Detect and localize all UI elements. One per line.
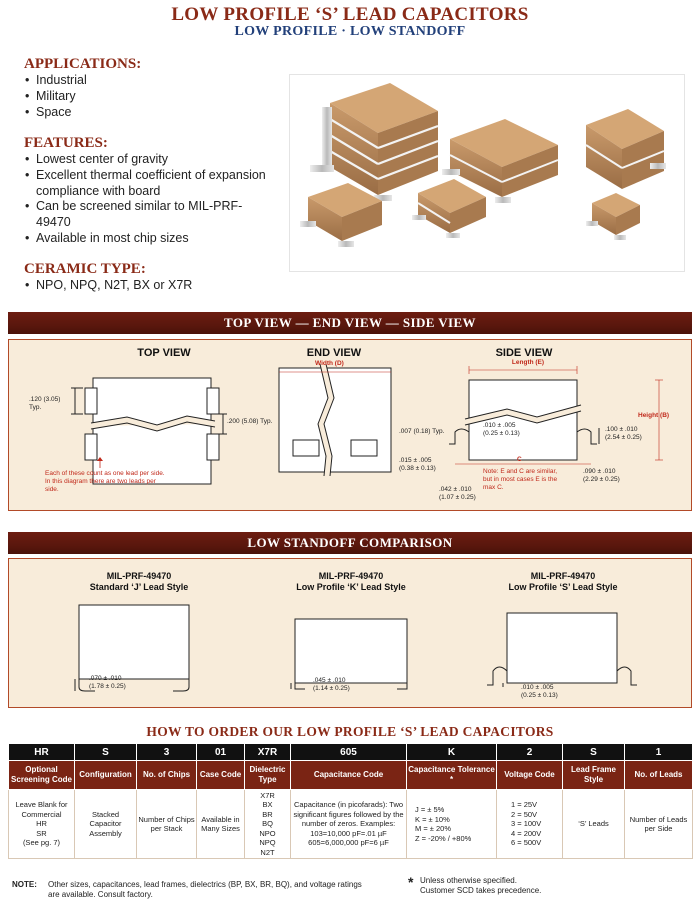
ordering-heading: HOW TO ORDER OUR LOW PROFILE ‘S’ LEAD CAPACITORS <box>146 724 554 739</box>
title-cell: Capacitance Tolerance * <box>407 761 497 790</box>
title-cell: Lead Frame Style <box>563 761 625 790</box>
top-view-drawing <box>71 378 227 484</box>
k-lead-title-2: Low Profile ‘K’ Lead Style <box>296 582 406 592</box>
desc-cell: 1 = 25V 2 = 50V 3 = 100V 4 = 200V 6 = 500V <box>497 790 563 859</box>
list-item: • NPO, NPQ, N2T, BX or X7R <box>24 278 274 294</box>
title-cell: No. of Leads <box>625 761 693 790</box>
k-lead-dim: .045 ± .010 <box>313 677 346 684</box>
dim-007-label: .007 (0.18) Typ. <box>399 428 445 435</box>
end-view-drawing <box>279 364 391 476</box>
j-lead-title-1: MIL-PRF-49470 <box>106 571 172 581</box>
capacitor-photo <box>289 74 685 272</box>
code-cell: 2 <box>497 744 563 761</box>
list-item: • Space <box>24 105 274 121</box>
code-cell: HR <box>9 744 75 761</box>
j-lead-dim: .070 ± .010 <box>89 675 122 682</box>
desc-cell: ‘S’ Leads <box>563 790 625 859</box>
length-label: Length (E) <box>511 359 545 366</box>
dim-100-mm-label: (2.54 ± 0.25) <box>605 434 642 441</box>
desc-cell: Leave Blank for Commercial HR SR (See pg. 7) <box>9 790 75 859</box>
code-cell: 01 <box>197 744 245 761</box>
title-cell: Dielectric Type <box>245 761 291 790</box>
dim-042-mm-label: (1.07 ± 0.25) <box>439 494 476 501</box>
ceramic-heading: CERAMIC TYPE: <box>24 261 146 277</box>
height-label: Height (B) <box>638 412 670 419</box>
note-text: Other sizes, capacitances, lead frames, dielectrics (BP, BX, BR, BQ), and voltage ratings are available. Consult factory. <box>48 880 362 899</box>
views-panel <box>8 339 692 511</box>
capacitor-single-small-middle <box>412 179 486 238</box>
dim-015-mm-label: (0.38 ± 0.13) <box>399 465 436 472</box>
capacitor-stack-right <box>586 109 666 189</box>
c-label: C <box>517 456 522 463</box>
features-heading: FEATURES: <box>24 135 108 151</box>
list-item: • Available in most chip sizes <box>24 231 269 247</box>
k-lead-title-1: MIL-PRF-49470 <box>318 571 384 581</box>
list-item: • Industrial <box>24 73 274 89</box>
ordering-code-row <box>9 744 693 761</box>
desc-cell: Number of Leads per Side <box>625 790 693 859</box>
side-view-label: SIDE VIEW <box>495 347 553 359</box>
footnote-line-1: Unless otherwise specified. <box>420 876 517 885</box>
code-cell: 1 <box>625 744 693 761</box>
ceramic-list <box>24 278 274 294</box>
k-lead-dim-mm: (1.14 ± 0.25) <box>313 685 350 692</box>
desc-cell: Capacitance (in picofarads): Two significant figures followed by the number of zeros. Examples: 103=10,000 pF=.01 µF 605=6,000,000 pF=6 µF <box>291 790 407 859</box>
comparison-panel <box>8 558 692 708</box>
capacitor-single-small-left <box>300 183 382 247</box>
capacitor-illustration <box>290 75 684 271</box>
applications-list <box>24 73 274 120</box>
title-cell: No. of Chips <box>137 761 197 790</box>
top-view-label: TOP VIEW <box>137 347 191 359</box>
comparison-section-bar: LOW STANDOFF COMPARISON <box>8 532 692 554</box>
title-cell: Configuration <box>75 761 137 790</box>
desc-cell: Available in Many Sizes <box>197 790 245 859</box>
j-lead-title-2: Standard ‘J’ Lead Style <box>89 582 189 592</box>
code-cell: 605 <box>291 744 407 761</box>
capacitor-single-small-right <box>586 193 640 240</box>
desc-cell: Stacked Capacitor Assembly <box>75 790 137 859</box>
side-view-note: Note: E and C are similar, but in most cases E is the max C. <box>483 468 558 491</box>
code-cell: 3 <box>137 744 197 761</box>
code-cell: S <box>563 744 625 761</box>
title-cell: Capacitance Code <box>291 761 407 790</box>
dim-010-label: .010 ± .005 <box>483 422 516 429</box>
dim-042-label: .042 ± .010 <box>439 486 472 493</box>
width-label: Width (D) <box>315 360 344 367</box>
title-cell: Voltage Code <box>497 761 563 790</box>
side-view-drawing <box>449 366 663 464</box>
s-lead-title-2: Low Profile ‘S’ Lead Style <box>508 582 618 592</box>
features-list <box>24 152 269 247</box>
desc-cell: J = ± 5% K = ± 10% M = ± 20% Z = -20% / +80% <box>407 790 497 859</box>
s-lead-dim: .010 ± .005 <box>521 684 554 691</box>
dim-015-label: .015 ± .005 <box>399 457 432 464</box>
code-cell: X7R <box>245 744 291 761</box>
ordering-title-row <box>9 761 693 790</box>
dim-090-mm-label: (2.29 ± 0.25) <box>583 476 620 483</box>
capacitor-stack-large <box>310 83 438 201</box>
end-view-label: END VIEW <box>306 347 362 359</box>
desc-cell: X7R BX BR BQ NPO NPQ N2T <box>245 790 291 859</box>
dim-120-label: .120 (3.05) Typ. <box>29 396 61 411</box>
title-cell: Case Code <box>197 761 245 790</box>
ordering-table <box>8 743 693 859</box>
page-subtitle: LOW PROFILE · LOW STANDOFF <box>234 24 466 39</box>
note-label: NOTE: <box>12 880 37 889</box>
ordering-desc-row <box>9 790 693 859</box>
s-lead-drawing <box>487 613 637 687</box>
list-item: • Military <box>24 89 274 105</box>
j-lead-dim-mm: (1.78 ± 0.25) <box>89 683 126 690</box>
footnote-line-2: Customer SCD takes precedence. <box>420 886 542 895</box>
dim-200-label: .200 (5.08) Typ. <box>227 418 273 425</box>
title-cell: Optional Screening Code <box>9 761 75 790</box>
applications-heading: APPLICATIONS: <box>24 56 142 72</box>
desc-cell: Number of Chips per Stack <box>137 790 197 859</box>
views-section-bar: TOP VIEW — END VIEW — SIDE VIEW <box>8 312 692 334</box>
s-lead-dim-mm: (0.25 ± 0.13) <box>521 692 558 699</box>
dim-010-mm-label: (0.25 ± 0.13) <box>483 430 520 437</box>
list-item: • Lowest center of gravity <box>24 152 269 168</box>
dim-100-label: .100 ± .010 <box>605 426 638 433</box>
top-view-note: Each of these count as one lead per side. In this diagram there are two leads per side. <box>45 470 165 493</box>
list-item: • Excellent thermal coefficient of expansion compliance with board <box>24 168 269 200</box>
s-lead-title-1: MIL-PRF-49470 <box>530 571 596 581</box>
asterisk-mark: * <box>408 874 414 890</box>
page-title: LOW PROFILE ‘S’ LEAD CAPACITORS <box>171 4 529 25</box>
code-cell: S <box>75 744 137 761</box>
dim-090-label: .090 ± .010 <box>583 468 616 475</box>
code-cell: K <box>407 744 497 761</box>
list-item: • Can be screened similar to MIL-PRF-49470 <box>24 199 269 231</box>
